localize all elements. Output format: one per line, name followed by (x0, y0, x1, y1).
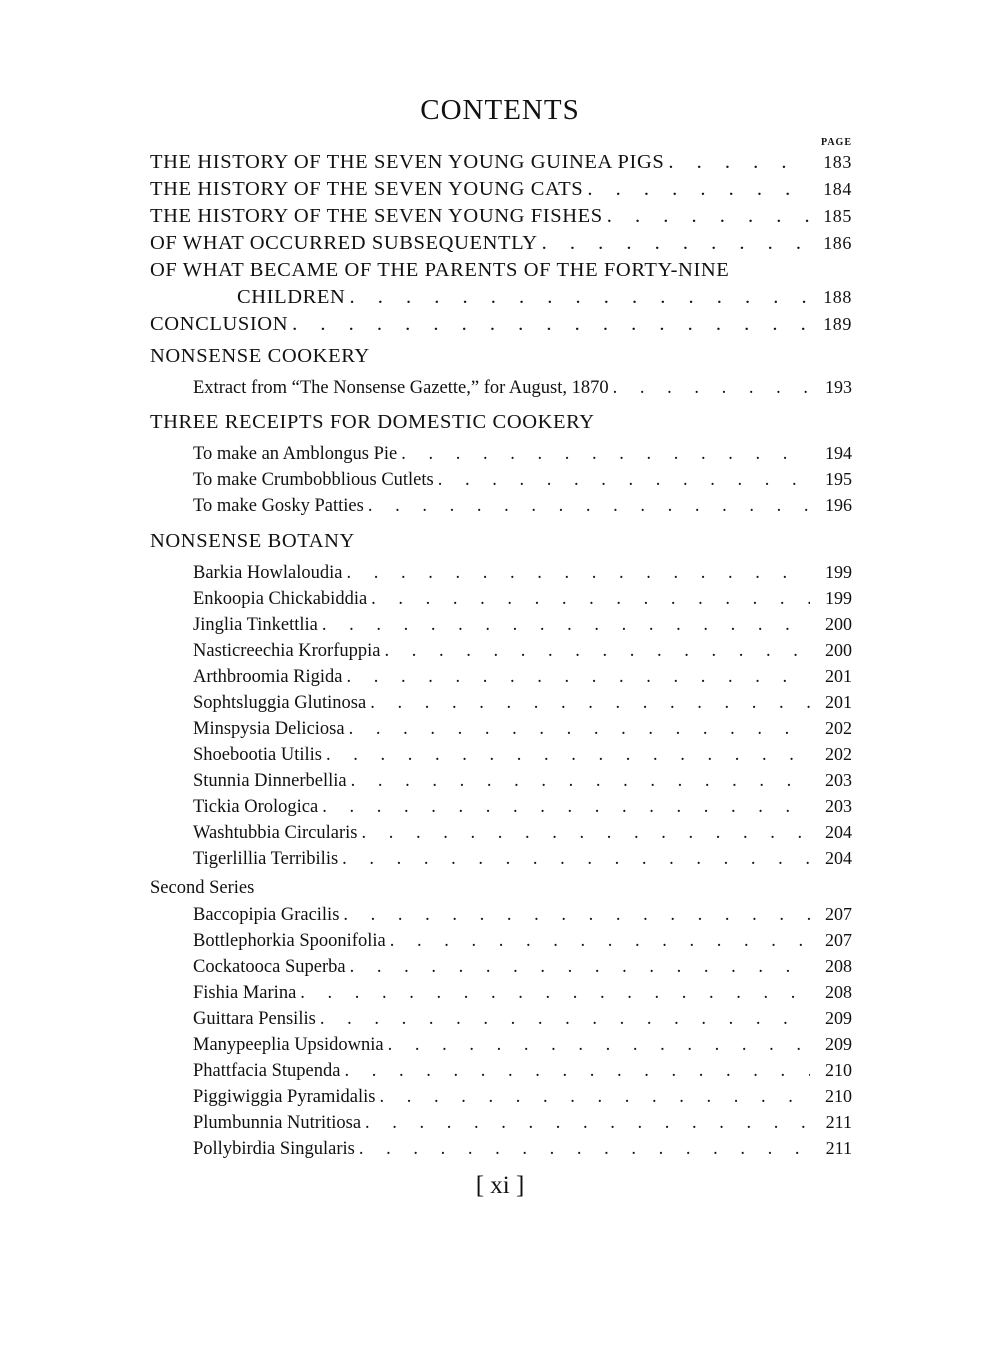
toc-entry-label: CHILDREN (237, 286, 346, 308)
toc-entry (193, 770, 852, 796)
toc-entry-label: Minspysia Deliciosa (193, 719, 345, 739)
toc-entry-page: 196 (825, 495, 852, 515)
toc-entry (150, 205, 852, 231)
toc-entry-page: 189 (823, 314, 852, 334)
dot-leader (349, 719, 810, 740)
toc-entry-label: OF WHAT BECAME OF THE PARENTS OF THE FORTY-NINE (150, 259, 730, 281)
second-series-label: Second Series (150, 878, 255, 898)
dot-leader (343, 905, 810, 926)
toc-entry (193, 1034, 852, 1060)
dot-leader (322, 797, 810, 818)
dot-leader (370, 693, 810, 714)
dot-leader (390, 931, 810, 952)
toc-entry-page: 204 (825, 822, 852, 842)
toc-entry (193, 956, 852, 982)
toc-entry-label: THE HISTORY OF THE SEVEN YOUNG CATS (150, 178, 584, 200)
toc-entry-label: Phattfacia Stupenda (193, 1061, 341, 1081)
toc-entry (150, 313, 852, 339)
toc-entry-page: 203 (825, 796, 852, 816)
toc-entry-page: 188 (823, 287, 852, 307)
toc-entry-page: 209 (825, 1008, 852, 1028)
dot-leader (359, 1139, 810, 1160)
toc-entry (193, 443, 852, 469)
toc-entry (193, 904, 852, 930)
toc-entry (150, 232, 852, 258)
dot-leader (613, 378, 810, 399)
toc-entry-page: 209 (825, 1034, 852, 1054)
toc-entry-label: To make Crumbobblious Cutlets (193, 470, 434, 490)
toc-entry-label: Barkia Howlaloudia (193, 563, 343, 583)
toc-entry-page: 203 (825, 770, 852, 790)
toc-entry-label: Guittara Pensilis (193, 1009, 316, 1029)
toc-entry (193, 930, 852, 956)
toc-entry-page: 211 (825, 1138, 852, 1158)
dot-leader (587, 178, 810, 201)
toc-entry (150, 178, 852, 204)
page-column-label: PAGE (820, 137, 852, 148)
toc-entry-page: 208 (825, 956, 852, 976)
toc-entry (193, 562, 852, 588)
toc-entry-page: 199 (825, 562, 852, 582)
toc-entry (193, 469, 852, 495)
dot-leader (347, 563, 811, 584)
toc-entry (193, 666, 852, 692)
dot-leader (365, 1113, 810, 1134)
dot-leader (292, 313, 810, 336)
toc-entry-page: 202 (825, 744, 852, 764)
dot-leader (401, 444, 810, 465)
dot-leader (350, 957, 810, 978)
toc-entry-label: Plumbunnia Nutritiosa (193, 1113, 362, 1133)
toc-entry-label: Baccopipia Gracilis (193, 905, 340, 925)
toc-entry-label: Shoebootia Utilis (193, 745, 322, 765)
dot-leader (344, 1061, 810, 1082)
toc-entry-parents-line1 (150, 259, 852, 285)
dot-leader (320, 1009, 810, 1030)
dot-leader (322, 615, 810, 636)
toc-entry (193, 640, 852, 666)
toc-entry (193, 692, 852, 718)
toc-entry-page: 207 (825, 904, 852, 924)
toc-entry (193, 495, 852, 521)
toc-entry-label: Stunnia Dinnerbellia (193, 771, 347, 791)
toc-entry-page: 204 (825, 848, 852, 868)
toc-entry-page: 210 (825, 1060, 852, 1080)
toc-entry-page: 193 (825, 377, 852, 397)
toc-entry-label: Washtubbia Circularis (193, 823, 358, 843)
toc-entry (193, 982, 852, 1008)
toc-entry-page: 183 (823, 152, 852, 172)
toc-entry (237, 286, 852, 312)
toc-entry-label: Tigerlillia Terribilis (193, 849, 339, 869)
toc-entry-label: Jinglia Tinkettlia (193, 615, 318, 635)
toc-entry (193, 1138, 852, 1164)
toc-entry (193, 822, 852, 848)
dot-leader (388, 1035, 810, 1056)
dot-leader (361, 823, 810, 844)
toc-entry-page: 199 (825, 588, 852, 608)
toc-entry-page: 184 (823, 179, 852, 199)
toc-entry-page: 194 (825, 443, 852, 463)
toc-entry (193, 1060, 852, 1086)
toc-entry (150, 151, 852, 177)
toc-entry-page: 207 (825, 930, 852, 950)
toc-entry-label: Bottlephorkia Spoonifolia (193, 931, 386, 951)
section-heading: THREE RECEIPTS FOR DOMESTIC COOKERY (150, 411, 595, 433)
section-heading: NONSENSE COOKERY (150, 345, 370, 367)
toc-entry (193, 377, 852, 403)
toc-entry-label: To make Gosky Patties (193, 496, 364, 516)
toc-entry-page: 208 (825, 982, 852, 1002)
dot-leader (542, 232, 810, 255)
dot-leader (668, 151, 810, 174)
toc-entry-label: Pollybirdia Singularis (193, 1139, 355, 1159)
toc-entry-label: Piggiwiggia Pyramidalis (193, 1087, 376, 1107)
toc-entry-page: 201 (825, 692, 852, 712)
dot-leader (371, 589, 810, 610)
toc-entry-page: 200 (825, 614, 852, 634)
toc-entry-page: 186 (823, 233, 852, 253)
toc-entry-label: THE HISTORY OF THE SEVEN YOUNG FISHES (150, 205, 603, 227)
toc-entry (193, 1008, 852, 1034)
toc-entry-label: Nasticreechia Krorfuppia (193, 641, 381, 661)
dot-leader (349, 286, 810, 309)
toc-entry-page: 195 (825, 469, 852, 489)
toc-entry-label: To make an Amblongus Pie (193, 444, 398, 464)
toc-entry (193, 1086, 852, 1112)
dot-leader (384, 641, 810, 662)
dot-leader (438, 470, 810, 491)
toc-entry-page: 210 (825, 1086, 852, 1106)
toc-entry-label: CONCLUSION (150, 313, 289, 335)
toc-entry-page: 211 (825, 1112, 852, 1132)
toc-entry-label: THE HISTORY OF THE SEVEN YOUNG GUINEA PIGS (150, 151, 665, 173)
page-title: CONTENTS (420, 94, 580, 126)
dot-leader (342, 849, 810, 870)
page-folio: [ xi ] (475, 1172, 525, 1199)
toc-entry-page: 202 (825, 718, 852, 738)
toc-entry (193, 1112, 852, 1138)
dot-leader (607, 205, 810, 228)
dot-leader (351, 771, 810, 792)
toc-entry-page: 201 (825, 666, 852, 686)
toc-entry (193, 848, 852, 874)
toc-entry-label: Enkoopia Chickabiddia (193, 589, 368, 609)
dot-leader (347, 667, 810, 688)
toc-entry-label: Extract from “The Nonsense Gazette,” for August, 1870 (193, 378, 609, 398)
toc-entry-label: Cockatooca Superba (193, 957, 346, 977)
dot-leader (326, 745, 810, 766)
toc-entry-page: 185 (823, 206, 852, 226)
toc-entry-label: OF WHAT OCCURRED SUBSEQUENTLY (150, 232, 538, 254)
toc-entry-label: Manypeeplia Upsidownia (193, 1035, 384, 1055)
toc-entry-label: Fishia Marina (193, 983, 297, 1003)
toc-entry (193, 718, 852, 744)
toc-entry (193, 744, 852, 770)
toc-entry (193, 796, 852, 822)
toc-entry-label: Arthbroomia Rigida (193, 667, 343, 687)
dot-leader (300, 983, 810, 1004)
dot-leader (368, 496, 810, 517)
toc-entry (193, 614, 852, 640)
dot-leader (379, 1087, 810, 1108)
toc-entry-label: Tickia Orologica (193, 797, 319, 817)
section-heading: NONSENSE BOTANY (150, 530, 355, 552)
toc-entry-page: 200 (825, 640, 852, 660)
toc-entry-label: Sophtsluggia Glutinosa (193, 693, 367, 713)
toc-entry (193, 588, 852, 614)
